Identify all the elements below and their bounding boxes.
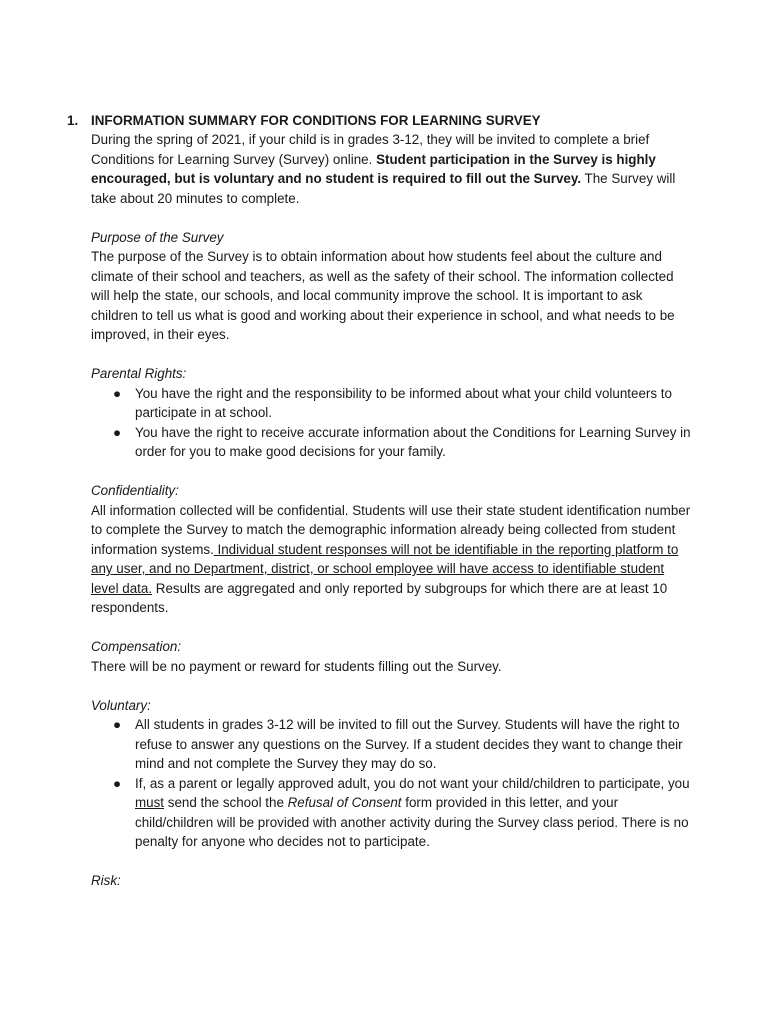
purpose-heading: Purpose of the Survey (91, 229, 224, 245)
confidentiality-heading: Confidentiality: (91, 483, 179, 498)
parental-rights-list (91, 384, 691, 462)
bullet-icon: ● (113, 424, 122, 440)
confidentiality-text-end: Results are aggregated and only reported by subgroups for which there are at least 10 respondents. (91, 580, 668, 615)
list-item (91, 384, 691, 423)
confidentiality-underlined-text: Individual student responses will not be identifiable in the reporting platform to any user, and no Department, district, or school employee will have access to identifiable student level data. (91, 541, 679, 596)
section-heading (67, 111, 707, 131)
parental-rights-heading: Parental Rights: (91, 366, 187, 381)
section-title: INFORMATION SUMMARY FOR CONDITIONS FOR LEARNING SURVEY (91, 113, 541, 128)
voluntary-heading: Voluntary: (91, 697, 151, 713)
list-item-text: You have the right and the responsibility to be informed about what your child volunteers to participate in at school. (135, 385, 672, 420)
purpose-paragraph: The purpose of the Survey is to obtain information about how students feel about the culture and climate of their school and teachers, as well as the safety of their school. The information collected will help the state, our schools, and local community improve the school. It is important to ask children to tell us what is good and working about their experience in school, and what needs to be improved, in their eyes. (91, 249, 675, 342)
list-item-text: form provided in this letter, and your child/children will be provided with another activity during the Survey class period. There is no penalty for anyone who decides not to participate. (135, 795, 689, 849)
list-item-text: send the school the (164, 795, 288, 810)
section-number: 1. (67, 113, 79, 128)
bullet-icon: ● (113, 385, 122, 401)
confidentiality-text: All information collected will be confidential. Students will use their state student identification number to complete the Survey to match the demographic information already being collected from student information systems. (91, 502, 691, 557)
must-emphasis: must (135, 795, 165, 810)
bullet-icon: ● (113, 717, 122, 732)
list-item (91, 423, 691, 462)
intro-bold-text: Student participation in the Survey is highly encouraged, but is voluntary and no student is required to fill out the Survey. (91, 151, 656, 186)
list-item-text: If, as a parent or legally approved adult, you do not want your child/children to participate, you (135, 775, 690, 791)
confidentiality-paragraph (91, 501, 691, 618)
bullet-icon: ● (113, 775, 122, 791)
intro-text: During the spring of 2021, if your child is in grades 3-12, they will be invited to complete a brief Conditions for Learning Survey (Survey) online. (91, 132, 650, 167)
list-item (91, 774, 691, 852)
list-item (91, 715, 691, 774)
list-item-text: You have the right to receive accurate information about the Conditions for Learning Survey in order for you to make good decisions for your family. (135, 424, 691, 459)
compensation-heading: Compensation: (91, 639, 182, 654)
list-item-text: All students in grades 3-12 will be invited to fill out the Survey. Students will have the right to refuse to answer any questions on the Survey. If a student decides they want to change their mind and not complete the Survey they may do so. (135, 717, 683, 771)
intro-text-end: The Survey will take about 20 minutes to complete. (91, 171, 676, 206)
compensation-paragraph: There will be no payment or reward for students filling out the Survey. (91, 658, 502, 674)
voluntary-list (91, 715, 691, 852)
risk-heading: Risk: (91, 873, 121, 888)
section-content (91, 130, 691, 891)
intro-paragraph (91, 130, 691, 208)
refusal-form-name: Refusal of Consent (287, 795, 402, 810)
